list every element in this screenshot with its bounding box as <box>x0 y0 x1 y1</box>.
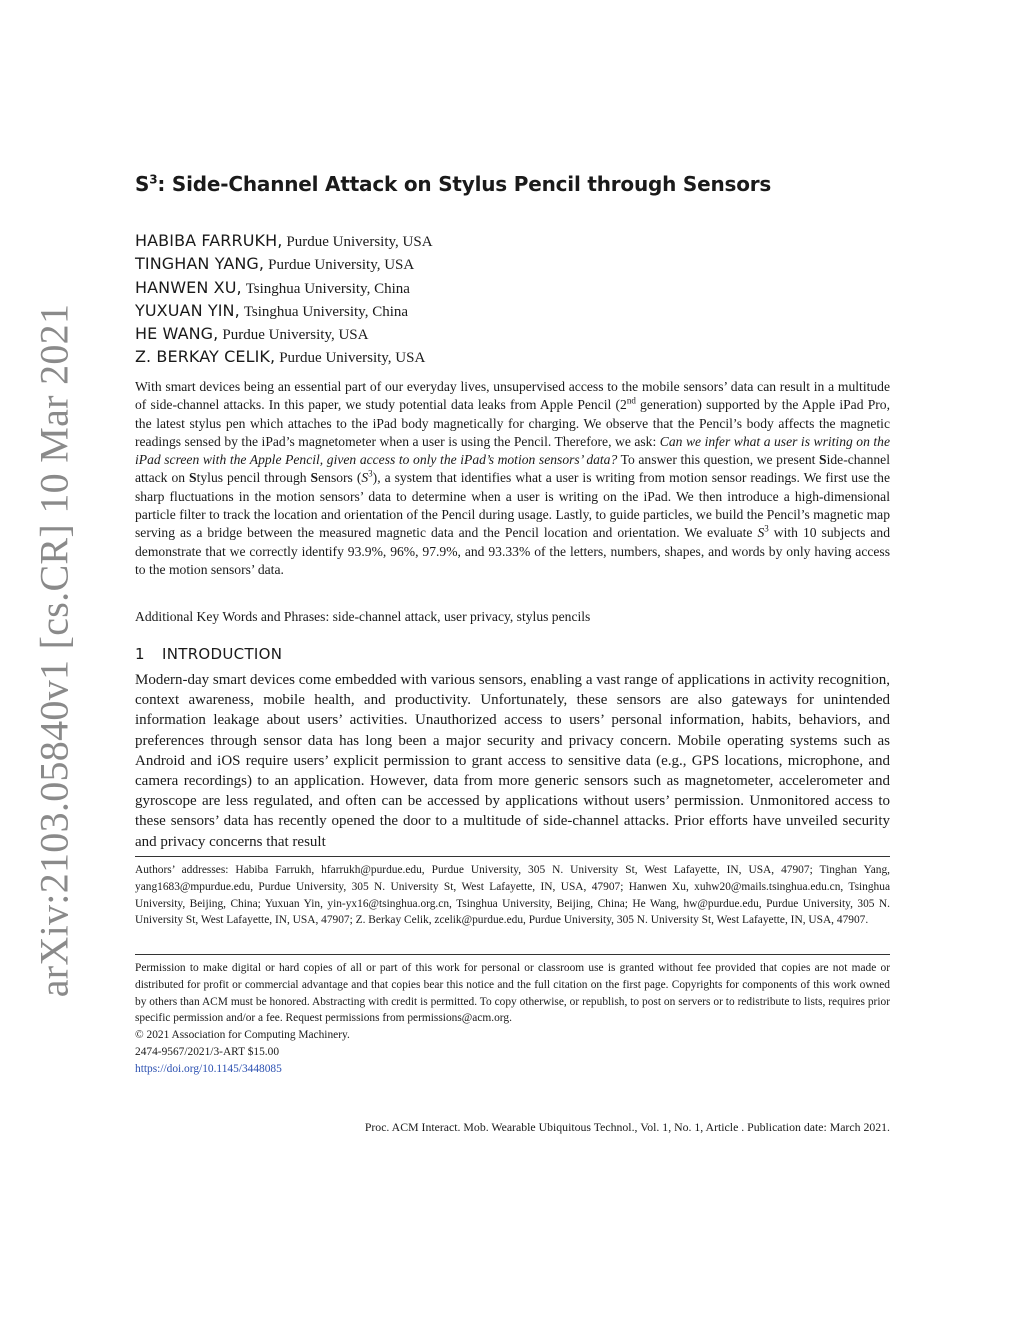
permission-notice: Permission to make digital or hard copies of all or part of this work for personal or classroom use is granted without fee provided that copies are not made or distributed for profit or commercial advantage and that copies bear this notice and the full citation on the first page. Copyrights for components of this work owned by others than ACM must be honored. Abstracting with credit is permitted. To copy otherwise, or republish, to post on servers or to redistribute to lists, requires prior specific permission and/or a fee. Request permissions from permissions@acm.org. <box>135 962 890 1025</box>
title-text: : Side-Channel Attack on Stylus Pencil through Sensors <box>157 172 772 196</box>
author-name: Z. BERKAY CELIK, <box>135 347 276 367</box>
author-name: HANWEN XU, <box>135 277 242 297</box>
system-symbol: S <box>757 525 765 541</box>
abstract-text: ensors ( <box>318 470 362 486</box>
author-name: YUXUAN YIN, <box>135 300 240 320</box>
arxiv-identifier-stamp <box>20 303 88 997</box>
author-name: HABIBA FARRUKH, <box>135 231 283 250</box>
abstract-text: with 10 subjects and demonstrate that we correctly identify 93.9%, 96%, 97.9%, and 93.33% of the letters, numbers, shapes, and words by only having access to the motion sensors’ data. <box>135 525 890 577</box>
permission-divider <box>135 954 890 955</box>
abstract-text: generation) supported by the Apple iPad Pro, the latest stylus pen which attaches to the iPad body magnetically for charging. We observe that the Pencil’s body affects the magnetic readings sensed by the iPad’s magnetometer when a user is using the Pencil. Therefore, we ask: <box>135 397 890 449</box>
abstract-text: To answer this question, we present <box>617 452 820 468</box>
author-name: TINGHAN YANG, <box>135 254 265 274</box>
author-affiliation: Purdue University, USA <box>279 350 426 367</box>
running-footer: Proc. ACM Interact. Mob. Wearable Ubiquitous Technol., Vol. 1, No. 1, Article . Publication date: March 2021. <box>364 1120 890 1134</box>
arxiv-identifier-text: arXiv:2103.05840v1 [cs.CR] 10 Mar 2021 <box>31 303 77 997</box>
abstract-text: tylus pencil through <box>196 470 311 486</box>
abstract-text: ide-channel attack on <box>135 452 890 486</box>
title-symbol: S <box>135 172 150 196</box>
author-entry <box>135 252 895 275</box>
author-affiliation: Tsinghua University, China <box>245 280 410 297</box>
title-symbol-superscript: 3 <box>149 172 158 187</box>
paper-title <box>135 172 895 196</box>
author-name: HE WANG, <box>135 324 219 344</box>
author-affiliation: Purdue University, USA <box>222 327 369 344</box>
system-symbol-superscript: 3 <box>764 523 769 534</box>
section-title: INTRODUCTION <box>162 645 283 663</box>
author-entry <box>135 229 895 252</box>
author-entry <box>135 276 895 299</box>
author-affiliation: Purdue University, USA <box>268 257 415 274</box>
keywords-line: Additional Key Words and Phrases: side-channel attack, user privacy, stylus pencils <box>135 609 591 624</box>
section-number: 1 <box>135 645 145 663</box>
research-question: Can we infer what a user is writing on the iPad screen with the Apple Pencil, given access to only the iPad’s motion sensors’ data? <box>135 433 891 468</box>
abstract-text: With smart devices being an essential part of our everyday lives, unsupervised access to the mobile sensors’ data can result in a multitude of side-channel attacks. In this paper, we study potential data leaks from Apple Pencil (2 <box>135 379 890 413</box>
copyright-line: © 2021 Association for Computing Machinery. <box>135 1029 350 1042</box>
section-heading <box>135 645 282 663</box>
footnote-divider <box>135 856 890 857</box>
ordinal-superscript: nd <box>626 395 636 406</box>
author-entry <box>135 299 895 322</box>
acronym-letter: S <box>189 470 197 486</box>
doi-link[interactable]: https://doi.org/10.1145/3448085 <box>135 1062 282 1075</box>
system-symbol: S <box>361 470 369 486</box>
system-symbol-superscript: 3 <box>368 468 373 479</box>
acronym-letter: S <box>310 470 319 486</box>
author-affiliation: Tsinghua University, China <box>243 303 409 320</box>
author-affiliation: Purdue University, USA <box>286 234 433 250</box>
abstract-paragraph <box>135 378 890 579</box>
authors-addresses-footnote: Authors’ addresses: Habiba Farrukh, hfarrukh@purdue.edu, Purdue University, 305 N. University St, West Lafayette, IN, USA, 47907; Tinghan Yang, yang1683@mpurdue.edu, Purdue University, 305 N. University St, West Lafayette, IN, USA, 47907; Hanwen Xu, xuhw20@mails.tsinghua.edu.cn, Tsinghua University, Beijing, China; Yuxuan Yin, yin-yx16@tsinghua.org.cn, Tsinghua University, Beijing, China; He Wang, hw@purdue.edu, Purdue University, 305 N. University St, West Lafayette, IN, USA, 47907; Z. Berkay Celik, zcelik@purdue.edu, Purdue University, 305 N. University St, West Lafayette, IN, USA, 47907. <box>135 864 890 927</box>
abstract-text: ), a system that identifies what a user is writing from motion sensor readings. We first use the sharp fluctuations in the motion sensors’ data to determine when a user is writing on the iPad. We then introduce a high-dimensional particle filter to track the location and orientation of the Pencil during usage. Lastly, to guide particles, we build the Pencil’s magnetic map serving as a bridge between the measured magnetic data and the Pencil location and orientation. We evaluate <box>135 470 891 541</box>
issn-line: 2474-9567/2021/3-ART $15.00 <box>135 1045 280 1058</box>
author-entry <box>135 345 895 368</box>
introduction-paragraph: Modern-day smart devices come embedded with various sensors, enabling a vast range of applications in activity recognition, context awareness, mobile health, and productivity. Unfortunately, these sensors are also gateways for unintended information leakage about users’ activities. Unauthorized access to users’ personal information, habits, behaviors, and preferences through sensor data has long been a major security and privacy concern. Mobile operating systems such as Android and iOS require users’ explicit permission to grant access to sensitive data (e.g., GPS locations, microphone, and camera recordings) to an application. However, data from more generic sensors such as magnetometer, accelerometer and gyroscope are less regulated, and often can be accessed by applications without users’ permission. Unmonitored access to these sensors’ data has recently opened the door to a multitude of side-channel attacks. Prior efforts have unveiled security and privacy concerns that result <box>135 672 890 850</box>
acronym-letter: S <box>819 452 827 468</box>
permission-block <box>135 960 890 1078</box>
author-list <box>135 229 895 369</box>
author-entry <box>135 322 895 345</box>
